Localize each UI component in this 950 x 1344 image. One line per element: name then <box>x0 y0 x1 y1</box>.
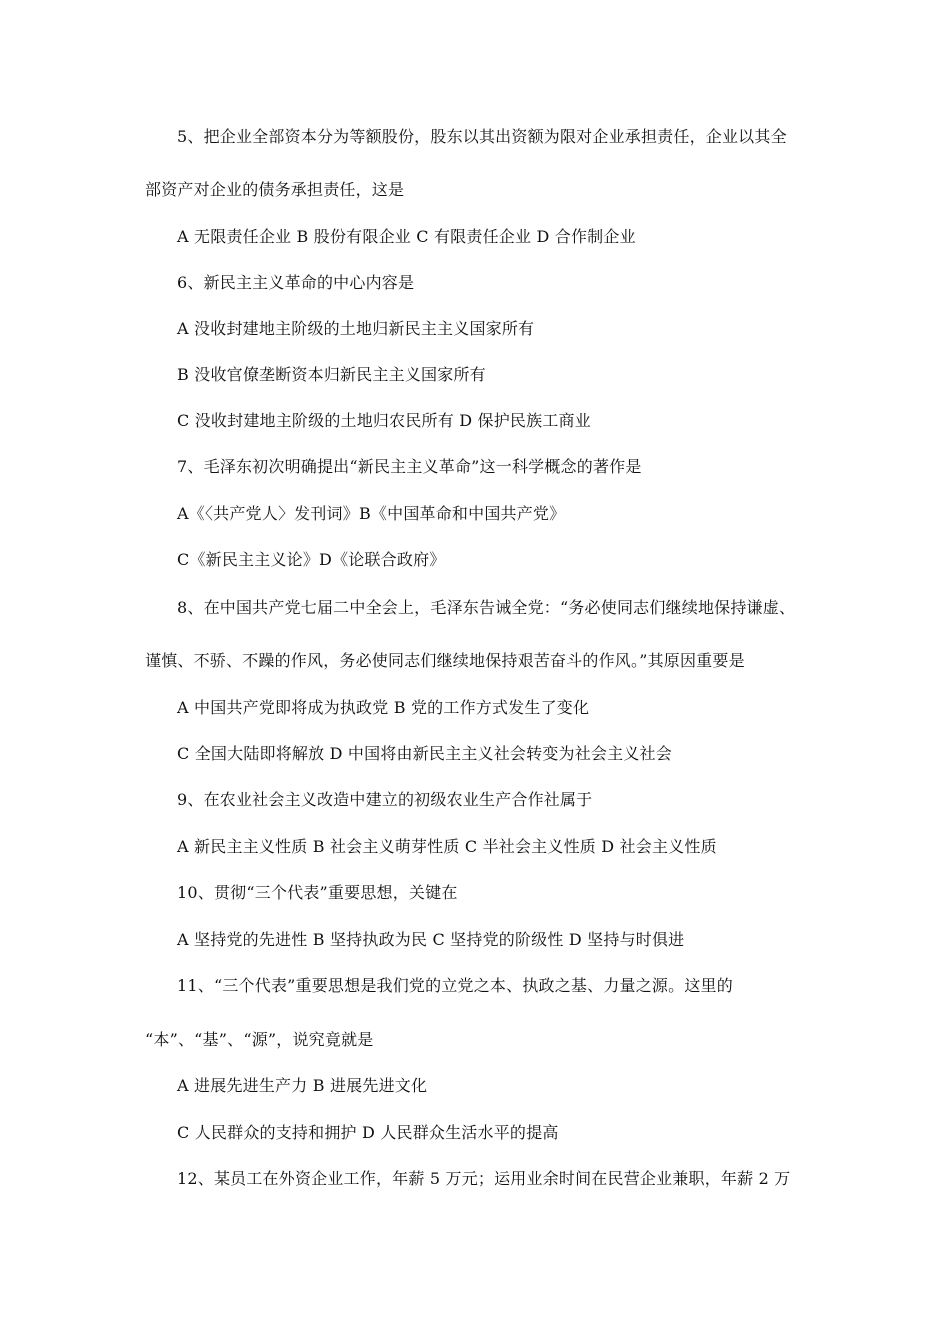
question-11-options-cd: C 人民群众的支持和拥护 D 人民群众生活水平的提高 <box>177 1123 559 1142</box>
question-11-options-ab: A 进展先进生产力 B 进展先进文化 <box>177 1076 428 1095</box>
question-6-stem: 6、新民主主义革命的中心内容是 <box>177 273 415 292</box>
question-7-options-cd: C《新民主主义论》D《论联合政府》 <box>177 550 446 569</box>
question-12-line-1: 12、某员工在外资企业工作，年薪 5 万元；运用业余时间在民营企业兼职，年薪 2 万 <box>177 1169 791 1188</box>
question-6-option-b: B 没收官僚垄断资本归新民主主义国家所有 <box>177 365 486 384</box>
question-9-stem: 9、在农业社会主义改造中建立的初级农业生产合作社属于 <box>177 790 593 809</box>
question-7-stem: 7、毛泽东初次明确提出“新民主主义革命”这一科学概念的著作是 <box>177 457 642 476</box>
question-6-option-a: A 没收封建地主阶级的土地归新民主主义国家所有 <box>177 319 535 338</box>
question-5-options: A 无限责任企业 B 股份有限企业 C 有限责任企业 D 合作制企业 <box>177 227 636 246</box>
question-6-options-cd: C 没收封建地主阶级的土地归农民所有 D 保护民族工商业 <box>177 411 591 430</box>
question-9-options: A 新民主主义性质 B 社会主义萌芽性质 C 半社会主义性质 D 社会主义性质 <box>177 837 717 856</box>
question-10-stem: 10、贯彻“三个代表”重要思想，关键在 <box>177 883 458 902</box>
question-11-line-1: 11、“三个代表”重要思想是我们党的立党之本、执政之基、力量之源。这里的 <box>177 976 733 995</box>
question-5-line-2: 部资产对企业的债务承担责任，这是 <box>145 180 405 199</box>
question-11-line-2: “本”、“基”、“源”，说究竟就是 <box>145 1030 374 1049</box>
question-8-options-cd: C 全国大陆即将解放 D 中国将由新民主主义社会转变为社会主义社会 <box>177 744 672 763</box>
question-10-options: A 坚持党的先进性 B 坚持执政为民 C 坚持党的阶级性 D 坚持与时俱进 <box>177 930 685 949</box>
question-5-line-1: 5、把企业全部资本分为等额股份，股东以其出资额为限对企业承担责任，企业以其全 <box>177 127 787 146</box>
question-8-options-ab: A 中国共产党即将成为执政党 B 党的工作方式发生了变化 <box>177 698 590 717</box>
question-7-options-ab: A《〈共产党人〉发刊词》B《中国革命和中国共产党》 <box>177 504 566 523</box>
question-8-line-1: 8、在中国共产党七届二中全会上，毛泽东告诫全党：“务必使同志们继续地保持谦虚、 <box>177 598 796 617</box>
question-8-line-2: 谨慎、不骄、不躁的作风，务必使同志们继续地保持艰苦奋斗的作风。”其原因重要是 <box>145 651 745 670</box>
